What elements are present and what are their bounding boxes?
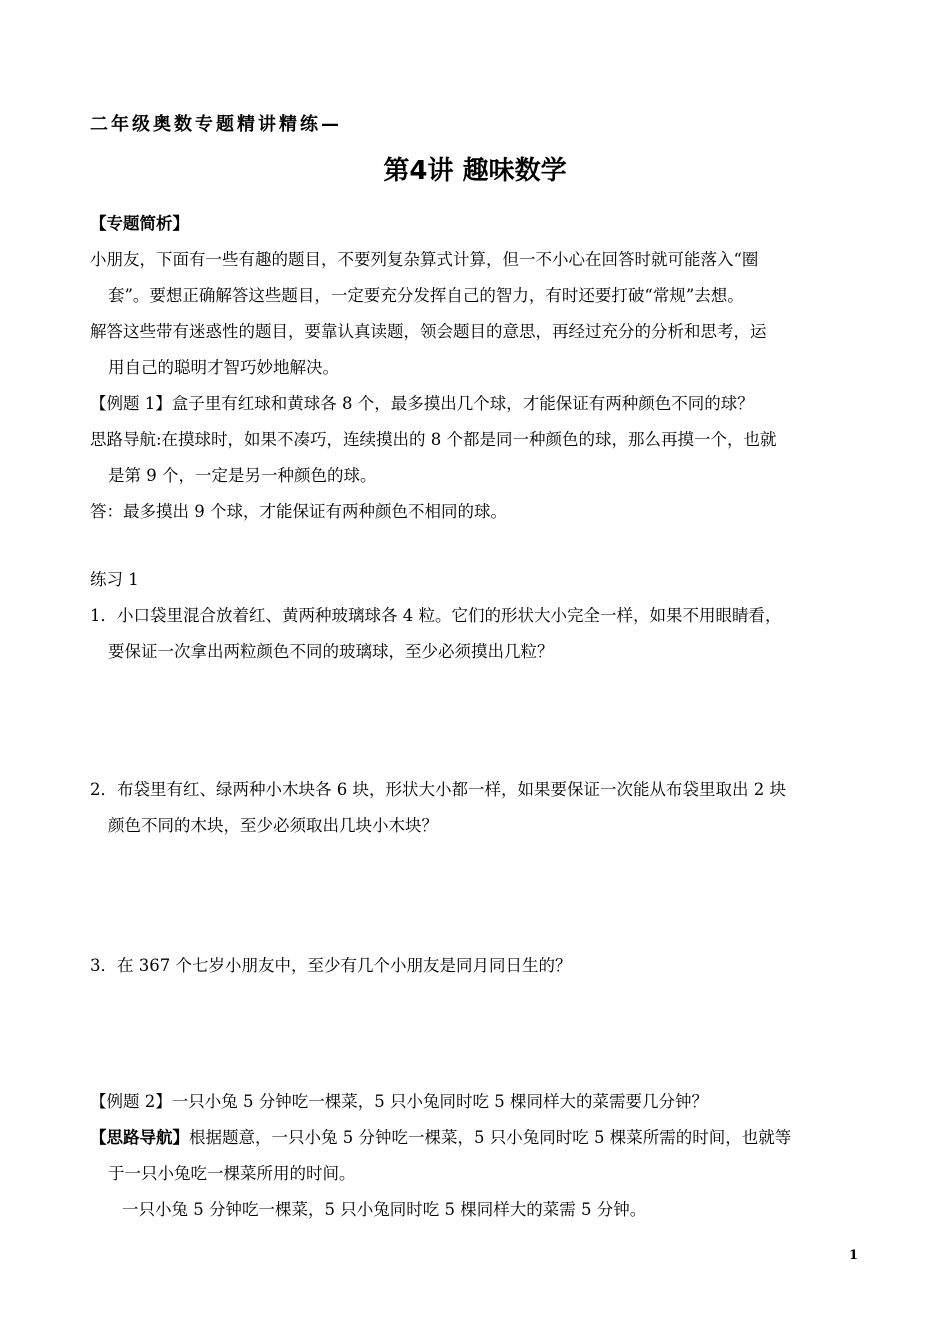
example2-question: 【例题 2】一只小兔 5 分钟吃一棵菜，5 只小兔同时吃 5 棵同样大的菜需要几分钟？: [90, 1092, 708, 1111]
intro-heading: 【专题简析】: [90, 214, 189, 233]
example1-question: 【例题 1】盒子里有红球和黄球各 8 个，最多摸出几个球，才能保证有两种颜色不同的球？: [90, 394, 754, 413]
example1-thinking-line: 思路导航:在摸球时，如果不凑巧，连续摸出的 8 个都是同一种颜色的球，那么再摸一个，也就: [90, 430, 777, 449]
intro-line: 用自己的聪明才智巧妙地解决。: [108, 358, 339, 377]
example2-conclusion: 一只小兔 5 分钟吃一棵菜，5 只小兔同时吃 5 棵同样大的菜需 5 分钟。: [122, 1200, 647, 1219]
lesson-title: 第4讲 趣味数学: [383, 156, 567, 186]
practice1-q3: 3．在 367 个七岁小朋友中，至少有几个小朋友是同月同日生的？: [90, 956, 572, 975]
example2-thinking-text: 根据题意，一只小兔 5 分钟吃一棵菜，5 只小兔同时吃 5 棵菜所需的时间，也就等: [189, 1128, 792, 1147]
example1-thinking-line: 是第 9 个，一定是另一种颜色的球。: [108, 466, 377, 485]
example1-answer: 答：最多摸出 9 个球，才能保证有两种颜色不相同的球。: [90, 502, 507, 521]
practice1-q1-line: 1．小口袋里混合放着红、黄两种玻璃球各 4 粒。它们的形状大小完全一样，如果不用眼睛看，: [90, 606, 782, 625]
practice1-q2-line: 2．布袋里有红、绿两种小木块各 6 块，形状大小都一样，如果要保证一次能从布袋里取出 2 块: [90, 780, 786, 799]
page-number: 1: [848, 1248, 858, 1263]
example2-thinking-line: [90, 1126, 870, 1150]
practice1-q2-line: 颜色不同的木块，至少必须取出几块小木块？: [108, 816, 438, 835]
practice1-heading: 练习 1: [90, 570, 139, 589]
intro-line: 套”。要想正确解答这些题目，一定要充分发挥自己的智力，有时还要打破“常规”去想。: [108, 286, 744, 305]
series-title: 二年级奥数专题精讲精练—: [90, 114, 342, 135]
example2-thinking-label: 【思路导航】: [90, 1128, 189, 1147]
example2-thinking-line: 于一只小兔吃一棵菜所用的时间。: [108, 1164, 356, 1183]
intro-line: 小朋友，下面有一些有趣的题目，不要列复杂算式计算，但一不小心在回答时就可能落入“圈: [90, 250, 759, 269]
intro-line: 解答这些带有迷惑性的题目，要靠认真读题，领会题目的意思，再经过充分的分析和思考，运: [90, 322, 767, 341]
practice1-q1-line: 要保证一次拿出两粒颜色不同的玻璃球，至少必须摸出几粒？: [108, 642, 554, 661]
